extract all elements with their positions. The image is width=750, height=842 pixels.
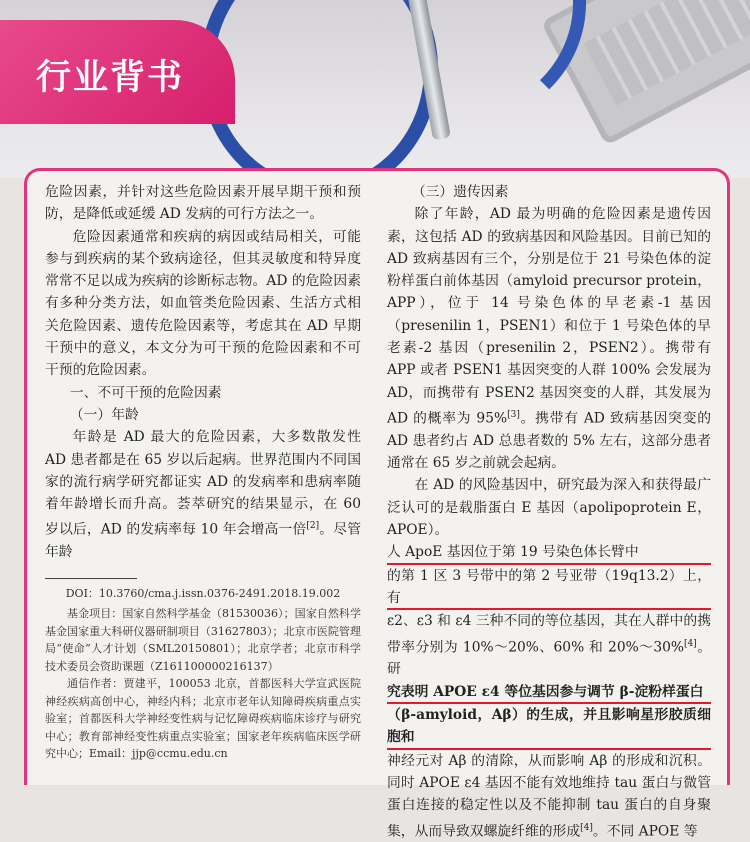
page-title: 行业背书 <box>36 58 185 98</box>
paragraph: 年龄是 AD 最大的危险因素，大多数散发性 AD 患者都是在 65 岁以后起病。世界范围内不同国家的流行病学研究都证实 AD 的发病率和患病率随着年龄增长而升高。荟萃研究的结果显示，在 60 岁以后，AD 的发病率每 10 年会增高一倍[2]。尽管年龄 <box>45 429 361 561</box>
highlighted-line: （β-amyloid，Aβ）的生成，并且影响星形胶质细胞和 <box>387 707 711 746</box>
paragraph: 在 AD 的风险基因中，研究最为深入和获得最广泛认可的是载脂蛋白 E 基因（apolipoprotein E，APOE）。 <box>387 477 711 539</box>
footnote-divider <box>45 578 137 579</box>
footnotes <box>45 585 361 763</box>
author-note: 通信作者：贾建平，100053 北京，首都医科大学宣武医院神经疾病高创中心，神经内科；北京市老年认知障碍疾病重点实验室；首都医科大学神经变性病与记忆障碍疾病临床诊疗与研究中心；教育部神经变性病重点实验室；国家老年疾病临床医学研究中心；Email：jjp@ccmu.edu.cn <box>45 677 361 761</box>
highlighted-line: 的第 1 区 3 号带中的第 2 号亚带（19q13.2）上，有 <box>387 567 711 606</box>
highlighted-line: 人 ApoE 基因位于第 19 号染色体长臂中 <box>387 544 639 561</box>
paragraph: 除了年龄，AD 最为明确的危险因素是遗传因素，这包括 AD 的致病基因和风险基因。目前已知的 AD 致病基因有三个，分别是位于 21 号染色体的淀粉样蛋白前体基因（amyloid precursor protein，APP），位于 14 号染色体的早老素-1 基因（presenilin 1，PSEN1）和位于 1 号染色体的早老素-2 基因（presenilin 2，PSEN2）。携带有 APP 或者 PSEN1 基因突变的人群 100% 会发展为 AD，而携带有 PSEN2 基因突变的人群，其发展为 AD 的概率为 95%[3]。携带有 AD 致病基因突变的 AD 患者约占 AD 总患者数的 5% 左右，这部分患者通常在 65 岁之前就会起病。 <box>387 206 712 472</box>
highlighted-line: 究表明 APOE ε4 等位基因参与调节 β-淀粉样蛋白 <box>387 683 704 700</box>
paragraph: 危险因素通常和疾病的病因或结局相关，可能参与到疾病的某个致病途径，但其灵敏度和特异度常常不足以成为疾病的诊断标志物。AD 的危险因素有多种分类方法，如血管类危险因素、生活方式相关危险因素、遗传危险因素等，考虑其在 AD 早期干预中的意义，本文分为可干预的危险因素和不可干预的危险因素。 <box>45 228 361 379</box>
subsection-heading: （三）遗传因素 <box>411 184 509 200</box>
funding-note: 基金项目：国家自然科学基金（81530036）；国家自然科学基金国家重大科研仪器研制项目（31627803）；北京市医院管理局“使命”人才计划（SML20150801）；北京学者；北京市科学技术委员会资助课题（Z161100000216137） <box>45 607 361 673</box>
right-column <box>387 181 711 842</box>
paragraph: ε2、ε3 和 ε4 三种不同的等位基因，其在人群中的携带率分别为 10%～20%、60% 和 20%～30%[4]。研 <box>387 613 711 678</box>
left-column <box>45 181 361 763</box>
doi-line: DOI：10.3760/cma.j.issn.0376-2491.2018.19.002 <box>65 586 341 600</box>
subsection-heading: （一）年龄 <box>69 406 139 423</box>
hero-image <box>0 0 750 178</box>
paragraph: 神经元对 Aβ 的清除，从而影响 Aβ 的形成和沉积。同时 APOE ε4 基因不能有效地维持 tau 蛋白与微管蛋白连接的稳定性以及不能抑制 tau 蛋白的自身聚集，从而导致双螺旋纤维的形成[4]。不同 APOE 等 <box>387 752 711 840</box>
section-heading: 一、不可干预的危险因素 <box>69 384 222 401</box>
article-frame <box>24 168 730 840</box>
paragraph: 危险因素，并针对这些危险因素开展早期干预和预防，是降低或延缓 AD 发病的可行方法之一。 <box>45 184 361 223</box>
